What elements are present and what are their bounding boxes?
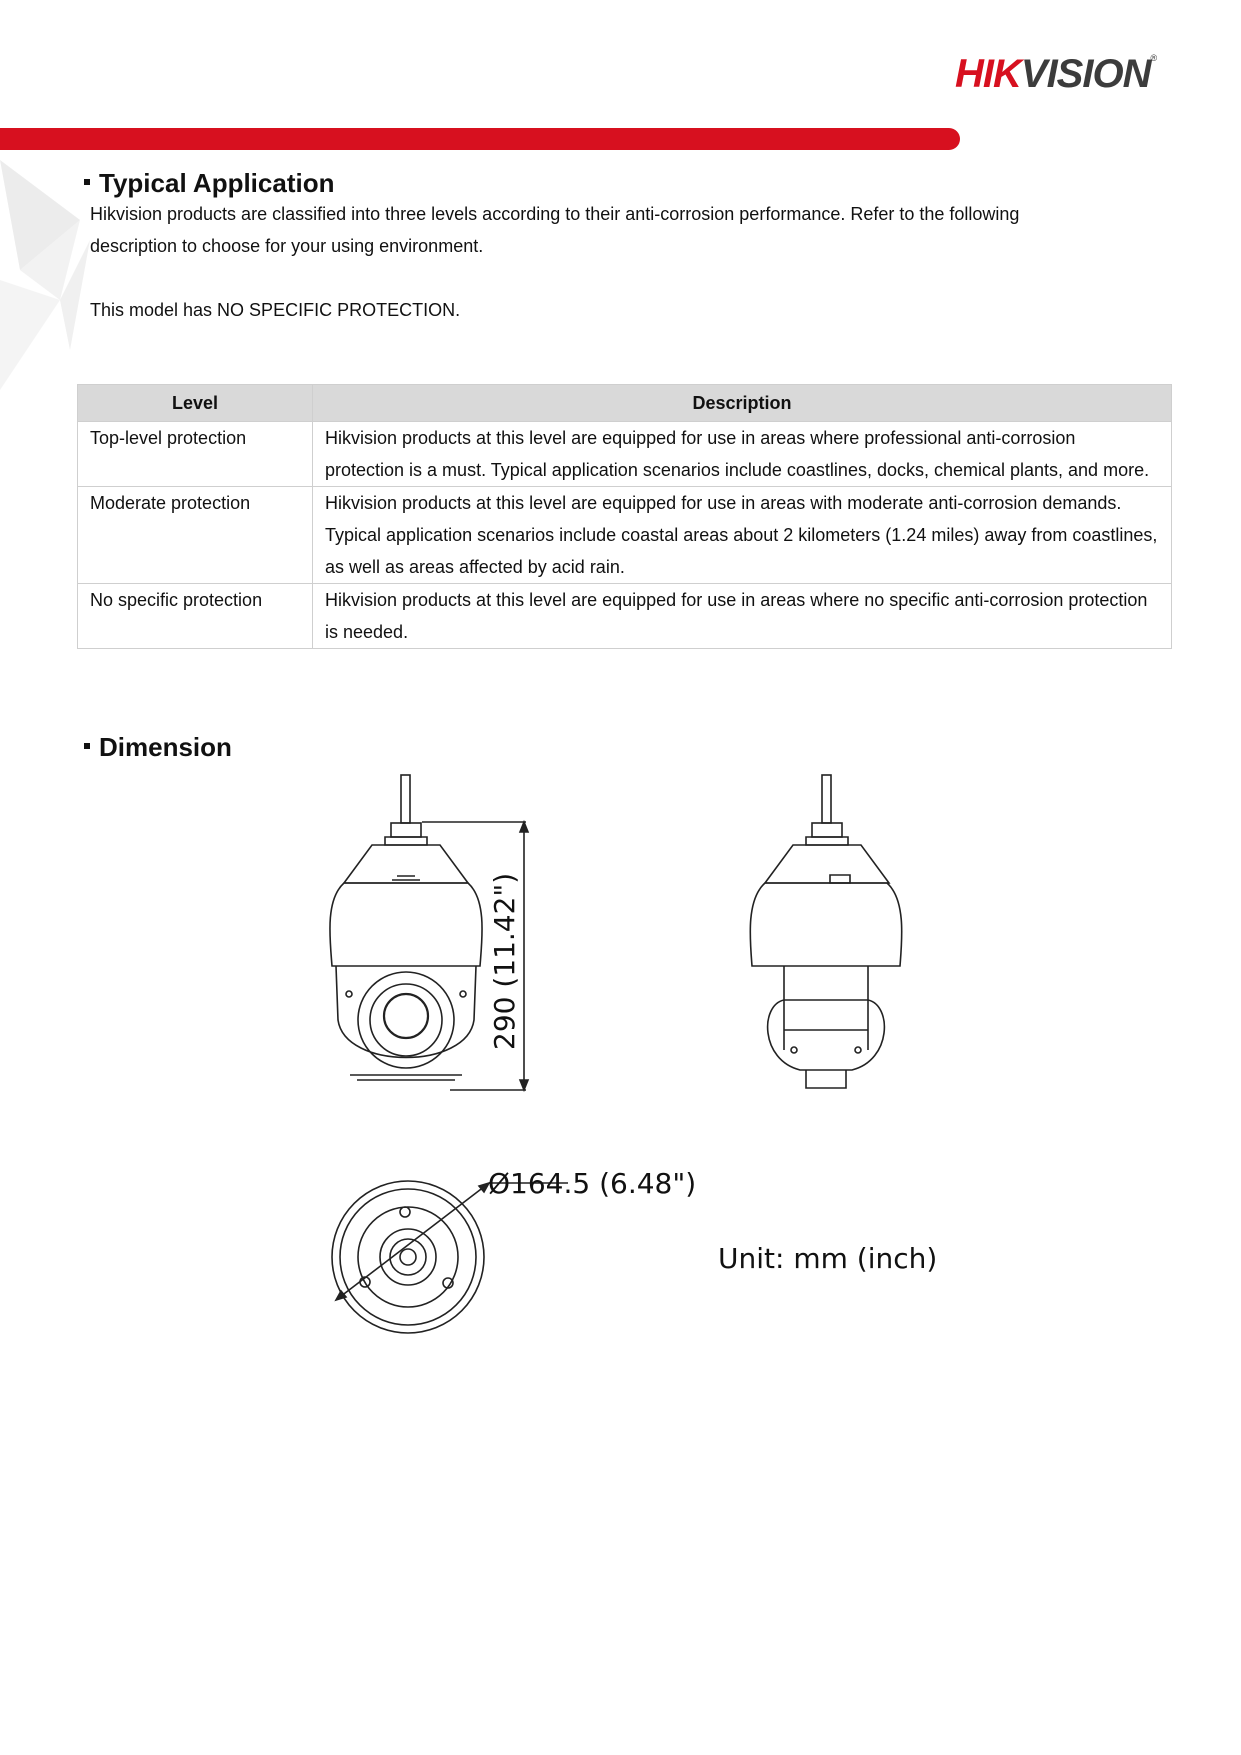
side-view-drawing (750, 775, 902, 1088)
description-cell: Hikvision products at this level are equipped for use in areas with moderate anti-corrosion demands. Typical application scenarios include coastal areas about 2 kilometers (1.24 miles) away from coastlines, as well as areas affected by acid rain. (313, 487, 1172, 584)
diameter-dimension-label: Ø164.5 (6.48") (488, 1167, 697, 1200)
level-cell: No specific protection (78, 584, 313, 649)
unit-label: Unit: mm (inch) (718, 1242, 938, 1275)
typical-application-title: Typical Application (99, 168, 335, 198)
intro-line-1: Hikvision products are classified into three levels according to their anti-corrosion performance. Refer to the following (90, 204, 1020, 224)
header-description: Description (313, 385, 1172, 422)
level-cell: Moderate protection (78, 487, 313, 584)
model-note: This model has NO SPECIFIC PROTECTION. (90, 300, 461, 320)
intro-line-2: description to choose for your using environment. (90, 236, 484, 256)
level-cell: Top-level protection (78, 422, 313, 487)
front-view-drawing (330, 775, 482, 1080)
logo-text-red: HIK (955, 52, 1021, 96)
height-dimension-label: 290 (11.42") (488, 872, 521, 1050)
header-level: Level (78, 385, 313, 422)
top-view-drawing (332, 1181, 568, 1333)
logo-text-grey: VISION (1020, 52, 1151, 96)
dimension-title: Dimension (99, 732, 232, 762)
description-cell: Hikvision products at this level are equipped for use in areas where no specific anti-corrosion protection is needed. (313, 584, 1172, 649)
description-cell: Hikvision products at this level are equipped for use in areas where professional anti-corrosion protection is a must. Typical application scenarios include coastlines, docks, chemical plants, and more. (313, 422, 1172, 487)
logo-registered-mark: ® (1150, 53, 1157, 63)
